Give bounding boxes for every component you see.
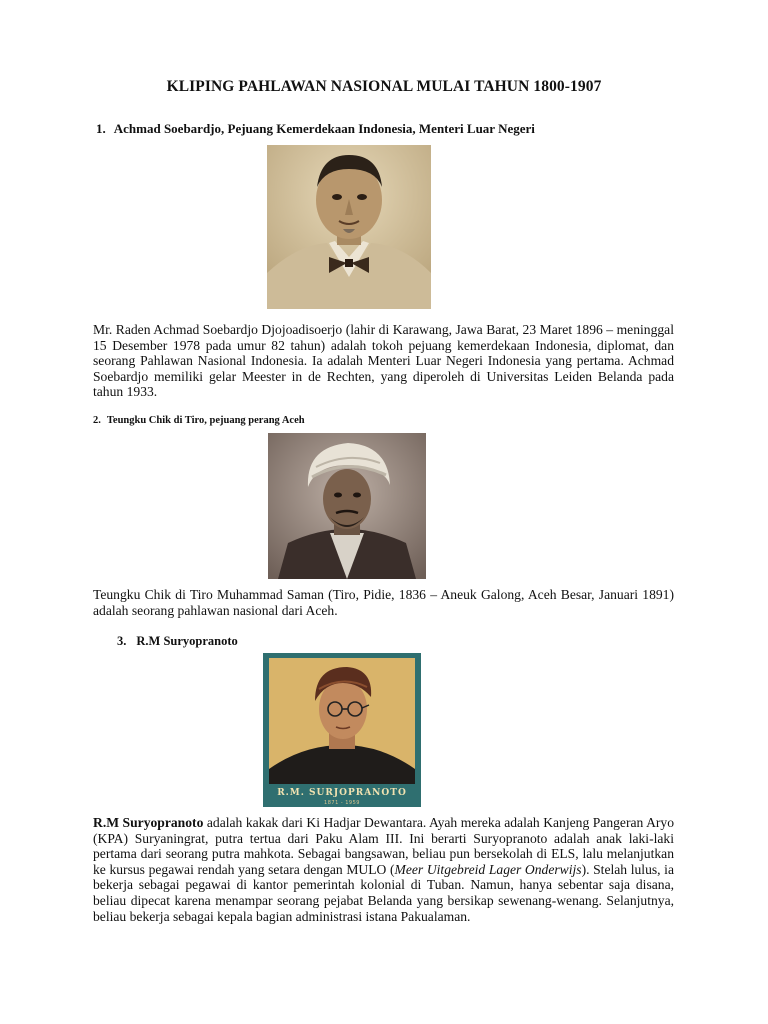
section-number: 1.	[96, 121, 106, 136]
section-paragraph-2: Teungku Chik di Tiro Muhammad Saman (Tiro, Pidie, 1836 – Aneuk Galong, Aceh Besar, Januari 1891) adalah seorang pahlawan nasional dari Aceh.	[93, 587, 674, 618]
portrait-achmad-soebardjo	[267, 145, 431, 309]
section-paragraph-3	[93, 815, 674, 924]
section-heading-1	[96, 121, 535, 137]
section-paragraph-1: Mr. Raden Achmad Soebardjo Djojoadisoerjo (lahir di Karawang, Jawa Barat, 23 Maret 1896 – meninggal 15 Desember 1978 pada umur 82 tahun) adalah tokoh pejuang kemerdekaan Indonesia, diplomat, dan seorang Pahlawan Nasional Indonesia. Ia adalah Menteri Luar Negeri Indonesia yang pertama. Achmad Soebardjo memiliki gelar Meester in de Rechten, yang diperoleh di Universitas Leiden Belanda pada tahun 1933.	[93, 322, 674, 400]
portrait-subcaption: 1871 - 1959	[324, 800, 360, 806]
portrait-teungku-chik-di-tiro	[268, 433, 426, 579]
section-heading-text: R.M Suryopranoto	[136, 634, 238, 648]
portrait-rm-suryopranoto	[263, 653, 421, 807]
page-title: KLIPING PAHLAWAN NASIONAL MULAI TAHUN 1800-1907	[166, 78, 602, 95]
section-number: 3.	[117, 634, 127, 648]
section-heading-3	[117, 634, 238, 649]
paragraph-lead-name: R.M Suryopranoto	[93, 815, 204, 830]
section-heading-text: Achmad Soebardjo, Pejuang Kemerdekaan Indonesia, Menteri Luar Negeri	[113, 121, 535, 136]
paragraph-text-part-1: adalah kakak dari Ki Hadjar Dewantara. Ayah mereka adalah Kanjeng Pangeran Aryo (KPA) Suryaningrat, putra tertua dari Paku Alam III. Ini berarti Suryopranoto adalah anak laki-laki pertama dari seorang putra mahkota. Sebagai bangsawan, beliau pun bersekolah di ELS, lalu melanjutkan ke kursus pegawai rendah yang setara dengan MULO (	[93, 815, 675, 877]
paragraph-text-part-2: ). Stelah lulus, ia bekerja sebagai pegawai di kantor pemerintah kolonial di Tuban. Namun, hanya sebentar saja disana, beliau dipecat karena menampar seorang pejabat Belanda yang bersikap sewenang-wenang. Selanjutnya, beliau bekerja sebagai kepala bagian administrasi istana Pakualaman.	[93, 861, 674, 924]
portrait-caption: R.M. SURJOPRANOTO	[277, 788, 407, 798]
paragraph-italic-term: Meer Uitgebreid Lager Onderwijs	[394, 861, 582, 877]
section-number: 2.	[93, 415, 101, 426]
section-heading-text: Teungku Chik di Tiro, pejuang perang Aceh	[106, 415, 305, 426]
section-heading-2	[93, 415, 305, 426]
